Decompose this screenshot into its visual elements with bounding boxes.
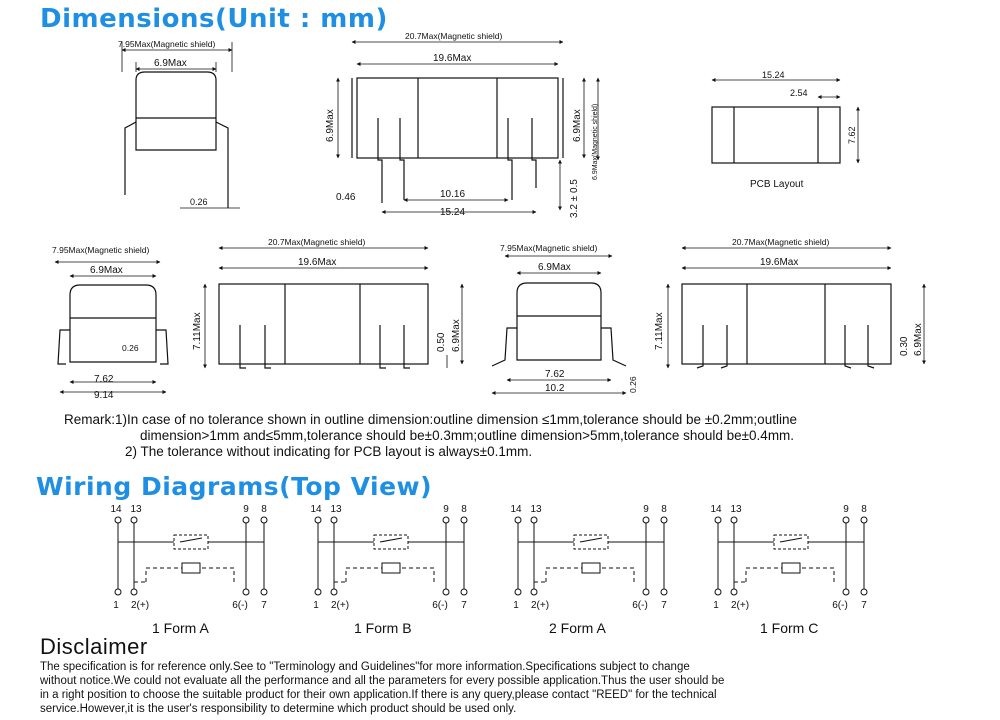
pin-terminal	[315, 517, 321, 523]
form-label-1: 1 Form A	[152, 620, 209, 636]
dim-label: 7.11Max	[654, 312, 665, 350]
pin-label: 7	[661, 600, 667, 611]
side-view-smd-1	[55, 262, 168, 392]
pin-terminal	[531, 589, 537, 595]
dim-label: 15.24	[440, 207, 466, 218]
pin-label: 6(-)	[832, 600, 848, 611]
pin-label: 8	[661, 504, 667, 515]
dim-label: 6.9Max	[90, 265, 123, 276]
pin-label: 14	[510, 504, 522, 515]
pin-label: 9	[643, 504, 649, 515]
pin-label: 7	[261, 600, 267, 611]
pin-terminal	[643, 589, 649, 595]
disclaimer-line: without notice.We could not evaluate all the performance and all the parameters for every possible application.Thus the user should be	[40, 675, 725, 687]
pin-label: 2(+)	[330, 600, 350, 611]
dim-label: 3.2 ± 0.5	[569, 179, 580, 218]
dim-label: 0.26	[628, 376, 638, 393]
dim-label: 7.95Max(Magnetic shield)	[52, 245, 150, 255]
reed-switch-body	[774, 535, 808, 549]
reed-switch-body	[574, 535, 608, 549]
wiring-diagrams	[0, 500, 1000, 620]
pin-terminal	[661, 589, 667, 595]
pin-terminal	[715, 517, 721, 523]
pin-label: 13	[530, 504, 542, 515]
dim-label: 7.95Max(Magnetic shield)	[500, 243, 598, 253]
pin-terminal	[843, 517, 849, 523]
wiring-heading: Wiring Diagrams(Top View)	[36, 472, 433, 501]
pin-terminal	[261, 589, 267, 595]
pin-label: 13	[130, 504, 142, 515]
pin-label: 6(-)	[432, 600, 448, 611]
pin-label: 2(+)	[530, 600, 550, 611]
dim-label: 15.24	[762, 70, 785, 80]
pin-terminal	[243, 589, 249, 595]
dim-label: 7.62	[545, 369, 565, 380]
pin-terminal	[315, 589, 321, 595]
pin-terminal	[461, 589, 467, 595]
pin-label: 2(+)	[730, 600, 750, 611]
coil-icon	[382, 563, 400, 573]
pin-label: 6(-)	[632, 600, 648, 611]
pin-terminal	[115, 517, 121, 523]
dim-label: 0.26	[190, 197, 208, 207]
pin-label: 1	[513, 600, 519, 611]
pin-terminal	[131, 589, 137, 595]
pin-terminal	[731, 589, 737, 595]
dim-label: 10.2	[545, 383, 565, 394]
pin-label: 8	[461, 504, 467, 515]
pin-terminal	[531, 517, 537, 523]
dim-label: 19.6Max	[760, 257, 799, 268]
pin-label: 13	[730, 504, 742, 515]
disclaimer-heading: Disclaimer	[40, 634, 148, 659]
pin-terminal	[131, 517, 137, 523]
pin-label: 14	[310, 504, 322, 515]
form-label-2: 1 Form B	[354, 620, 412, 636]
pin-terminal	[261, 517, 267, 523]
pin-terminal	[331, 589, 337, 595]
pin-terminal	[515, 589, 521, 595]
dim-label: 7.11Max	[192, 312, 203, 350]
pin-terminal	[443, 589, 449, 595]
disclaimer-line: service.However,it is the user's responsibility to determine which product should be used only.	[40, 703, 517, 715]
form-label-3: 2 Form A	[549, 620, 606, 636]
remark-line-3: 2) The tolerance without indicating for PCB layout is always±0.1mm.	[125, 444, 533, 459]
pin-terminal	[331, 517, 337, 523]
pin-terminal	[861, 589, 867, 595]
dim-label: 7.62	[94, 374, 114, 385]
disclaimer-line: The specification is for reference only.See to "Terminology and Guidelines"for more information.Specifications subject to change	[40, 661, 690, 673]
pin-terminal	[515, 517, 521, 523]
reed-switch-body	[374, 535, 408, 549]
pin-label: 1	[713, 600, 719, 611]
dim-label: 6.9Max	[913, 323, 924, 356]
pin-label: 9	[443, 504, 449, 515]
disclaimer-line: in a right position to choose the suitable product for their own application.If there is any query,please contact "REED" for the technical	[40, 689, 717, 701]
pcb-caption: PCB Layout	[750, 179, 804, 190]
pin-label: 7	[461, 600, 467, 611]
dim-label: 20.7Max(Magnetic shield)	[732, 237, 830, 247]
dim-label: 6.9Max	[572, 109, 583, 142]
dim-label: 0.30	[899, 336, 910, 356]
coil-icon	[182, 563, 200, 573]
pin-terminal	[861, 517, 867, 523]
dim-label: 20.7Max(Magnetic shield)	[405, 31, 503, 41]
pin-label: 7	[861, 600, 867, 611]
pin-terminal	[643, 517, 649, 523]
dim-label: 2.54	[790, 88, 808, 98]
pin-label: 9	[843, 504, 849, 515]
form-label-4: 1 Form C	[760, 620, 819, 636]
pin-terminal	[243, 517, 249, 523]
pin-label: 2(+)	[130, 600, 150, 611]
pin-label: 8	[261, 504, 267, 515]
remark-line-2: dimension>1mm and≤5mm,tolerance should be±0.3mm;outline dimension>5mm,tolerance should be±0.4mm.	[140, 428, 795, 443]
front-view-top	[338, 42, 598, 212]
pin-terminal	[115, 589, 121, 595]
coil-icon	[782, 563, 800, 573]
dim-label: 6.9Max	[451, 319, 462, 352]
dim-label: 0.46	[336, 192, 356, 203]
pin-label: 8	[861, 504, 867, 515]
pin-label: 6(-)	[232, 600, 248, 611]
dim-label: 7.62	[847, 126, 857, 144]
pin-label: 1	[313, 600, 319, 611]
dimensions-heading: Dimensions(Unit : mm)	[40, 4, 388, 34]
pin-label: 14	[710, 504, 722, 515]
pin-terminal	[461, 517, 467, 523]
dim-label: 19.6Max	[433, 53, 472, 64]
coil-icon	[582, 563, 600, 573]
dim-label: 0.50	[436, 332, 447, 352]
pin-label: 9	[243, 504, 249, 515]
dim-label: 6.9Max	[325, 109, 336, 142]
disclaimer-text	[40, 660, 850, 716]
pin-terminal	[843, 589, 849, 595]
dim-label: 0.26	[122, 343, 139, 353]
pin-terminal	[661, 517, 667, 523]
reed-switch-body	[174, 535, 208, 549]
pin-terminal	[715, 589, 721, 595]
dim-label: 6.9Max(Magnetic shield)	[592, 103, 599, 180]
dim-label: 7.95Max(Magnetic shield)	[118, 39, 216, 49]
dim-label: 9.14	[94, 390, 114, 401]
dim-label: 20.7Max(Magnetic shield)	[268, 237, 366, 247]
dim-label: 6.9Max	[538, 262, 571, 273]
pin-label: 13	[330, 504, 342, 515]
pin-label: 1	[113, 600, 119, 611]
pin-terminal	[731, 517, 737, 523]
dim-label: 6.9Max	[154, 58, 187, 69]
dim-label: 10.16	[440, 189, 466, 200]
pin-label: 14	[110, 504, 122, 515]
dim-label: 19.6Max	[298, 257, 337, 268]
remark-line-1: Remark:1)In case of no tolerance shown in outline dimension:outline dimension ≤1mm,tolerance should be ±0.2mm;outline	[64, 412, 797, 427]
pcb-layout	[712, 80, 858, 163]
pin-terminal	[443, 517, 449, 523]
